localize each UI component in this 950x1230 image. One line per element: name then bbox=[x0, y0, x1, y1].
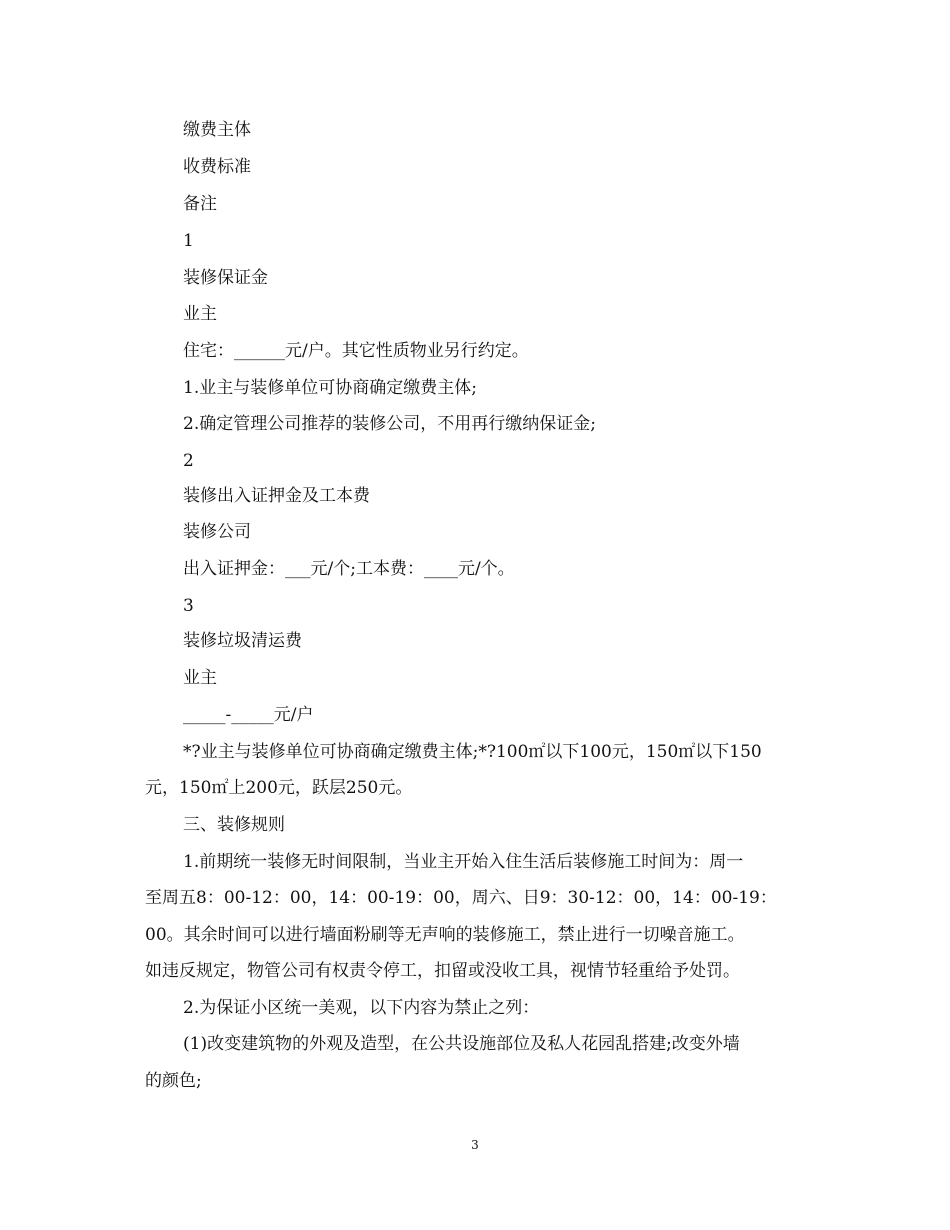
fee-item-remark: 2.确定管理公司推荐的装修公司，不用再行缴纳保证金; bbox=[183, 414, 596, 434]
fee-note-line: 元，150㎡上200元，跃层250元。 bbox=[145, 778, 413, 798]
section-title: 三、装修规则 bbox=[183, 815, 285, 835]
rule-1-line: 1.前期统一装修无时间限制，当业主开始入住生活后装修施工时间为：周一 bbox=[183, 852, 744, 872]
page-number: 3 bbox=[471, 1138, 479, 1152]
fee-note-line: *?业主与装修单位可协商确定缴费主体;*?100㎡以下100元，150㎡以下150 bbox=[183, 742, 762, 762]
fee-item-standard: _____-_____元/户 bbox=[183, 705, 314, 725]
fee-item-payer: 业主 bbox=[183, 668, 217, 688]
fee-header-standard: 收费标准 bbox=[183, 157, 251, 177]
fee-item-number: 2 bbox=[183, 451, 194, 471]
fee-header-payer: 缴费主体 bbox=[183, 120, 251, 140]
rule-2-item-1-line: (1)改变建筑物的外观及造型，在公共设施部位及私人花园乱搭建;改变外墙 bbox=[183, 1034, 740, 1054]
rule-2-item-1-line: 的颜色; bbox=[145, 1071, 202, 1091]
fee-item-name: 装修保证金 bbox=[183, 268, 268, 288]
fee-header-remarks: 备注 bbox=[183, 194, 217, 214]
fee-item-standard: 出入证押金：___元/个;工本费：____元/个。 bbox=[183, 559, 515, 579]
fee-item-number: 1 bbox=[183, 231, 194, 251]
fee-item-remark: 1.业主与装修单位可协商确定缴费主体; bbox=[183, 378, 477, 398]
rule-2-line: 2.为保证小区统一美观，以下内容为禁止之列： bbox=[183, 998, 540, 1018]
fee-item-name: 装修垃圾清运费 bbox=[183, 631, 302, 651]
fee-item-standard: 住宅：______元/户。其它性质物业另行约定。 bbox=[183, 341, 529, 361]
fee-item-payer: 业主 bbox=[183, 304, 217, 324]
fee-item-payer: 装修公司 bbox=[183, 522, 251, 542]
rule-1-line: 如违反规定，物管公司有权责令停工，扣留或没收工具，视情节轻重给予处罚。 bbox=[145, 961, 740, 981]
rule-1-line: 00。其余时间可以进行墙面粉刷等无声响的装修施工，禁止进行一切噪音施工。 bbox=[145, 925, 745, 945]
fee-item-number: 3 bbox=[183, 596, 194, 616]
fee-item-name: 装修出入证押金及工本费 bbox=[183, 486, 370, 506]
rule-1-line: 至周五8：00-12：00，14：00-19：00，周六、日9：30-12：00，14：00-19： bbox=[145, 888, 777, 908]
